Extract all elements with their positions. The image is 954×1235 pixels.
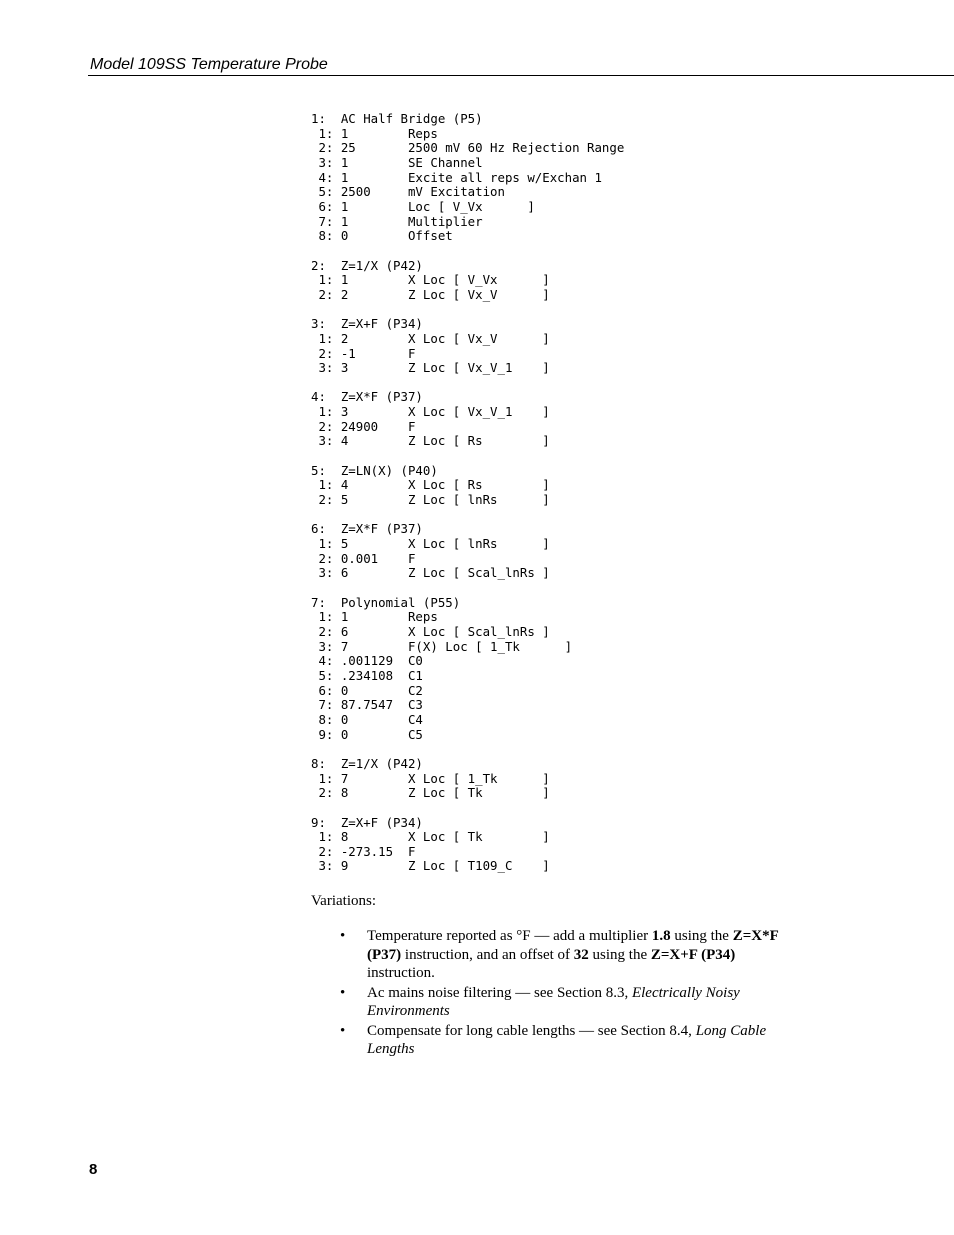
- variation-text: instruction.: [367, 965, 435, 981]
- variation-item-fahrenheit: [311, 927, 797, 983]
- variation-item-noise-filtering: [311, 984, 797, 1021]
- variation-text: Compensate for long cable lengths — see Section 8.4,: [367, 1022, 696, 1039]
- variation-text: Temperature reported as °F — add a multiplier: [367, 928, 652, 944]
- variation-text: instruction, and an offset of: [401, 946, 574, 963]
- section-reference: Electrically Noisy Environments: [367, 984, 740, 1019]
- variation-text: using the: [588, 946, 651, 963]
- page-number: 8: [89, 1161, 98, 1178]
- running-header-title: Model 109SS Temperature Probe: [90, 56, 328, 73]
- program-listing: 1: AC Half Bridge (P5) 1: 1 Reps 2: 25 2500 mV 60 Hz Rejection Range 3: 1 SE Channel 4: 1 Excite all reps w/Exchan 1 5: 2500 mV Excitation 6: 1 Loc [ V_Vx ] 7: 1 Multiplier 8: 0 Offset 2: Z=1/X (P42) 1: 1 X Loc [ V_Vx ] 2: 2 Z Loc [ Vx_V ] 3: Z=X+F (P34) 1: 2 X Loc [ Vx_V ] 2: -1 F 3: 3 Z Loc [ Vx_V_1 ] 4: Z=X*F (P37) 1: 3 X Loc [ Vx_V_1 ] 2: 24900 F 3: 4 Z Loc [ Rs ] 5: Z=LN(X) (P40) 1: 4 X Loc [ Rs ] 2: 5 Z Loc [ lnRs ] 6: Z=X*F (P37) 1: 5 X Loc [ lnRs ] 2: 0.001 F 3: 6 Z Loc [ Scal_lnRs ] 7: Polynomial (P55) 1: 1 Reps 2: 6 X Loc [ Scal_lnRs ] 3: 7 F(X) Loc [ 1_Tk ] 4: .001129 C0 5: .234108 C1 6: 0 C2 7: 87.7547 C3 8: 0 C4 9: 0 C5 8: Z=1/X (P42) 1: 7 X Loc [ 1_Tk ] 2: 8 Z Loc [ Tk ] 9: Z=X+F (P34) 1: 8 X Loc [ Tk ] 2: -273.15 F 3: 9 Z Loc [ T109_C ]: [311, 111, 625, 874]
- variation-offset-value: 32: [573, 946, 589, 963]
- bullet-icon: •: [340, 984, 346, 1001]
- section-reference: Long Cable Lengths: [367, 1022, 767, 1057]
- variation-text: Ac mains noise filtering — see Section 8.3,: [367, 984, 632, 1001]
- variations-list: [311, 927, 797, 1060]
- bullet-icon: •: [340, 928, 346, 944]
- variation-instruction-name: Z=X*F (P37): [367, 928, 779, 963]
- bullet-icon: •: [340, 1022, 346, 1039]
- variation-multiplier-value: 1.8: [651, 928, 671, 944]
- variation-instruction-name: Z=X+F (P34): [650, 946, 736, 963]
- variations-heading: Variations:: [311, 893, 376, 909]
- variation-text: using the: [670, 928, 733, 944]
- variation-item-cable-lengths: [311, 1022, 797, 1059]
- header-rule: [88, 75, 954, 76]
